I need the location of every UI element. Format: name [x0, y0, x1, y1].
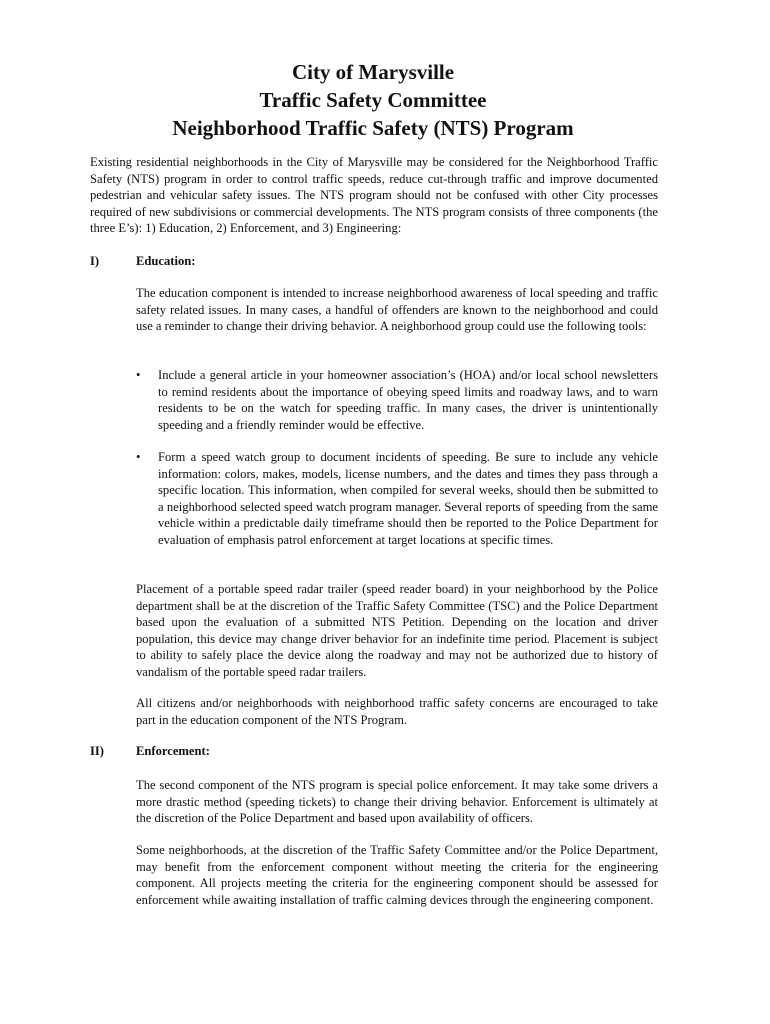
intro-paragraph: Existing residential neighborhoods in the City of Marysville may be considered for the Neighborhood Traffic Safety (NTS) program in order to control traffic speeds, reduce cut-through traffic and improve documented pedestrian and vehicular safety issues. The NTS program should not be confused with other City processes required of new subdivisions or commercial developments. The NTS program consists of three components (the three E’s): 1) Education, 2) Enforcement, and 3) Engineering:	[90, 155, 658, 236]
title-city: City of Marysville	[291, 60, 455, 84]
education-paragraph-2: Placement of a portable speed radar trailer (speed reader board) in your neighborhood by the Police department shall be at the discretion of the Traffic Safety Committee (TSC) and the Police Department based upon the evaluation of a submitted NTS Petition. Depending on the location and driver population, this device may change driver behavior for an indefinite time period. Placement is subject to ability to safely place the device along the roadway and may not be authorized due to history of vandalism of the portable speed radar trailers.	[136, 582, 658, 679]
bullet-text: Form a speed watch group to document incidents of speeding. Be sure to include any vehicle information: colors, makes, models, license numbers, and the dates and times they pass through a specific location. This information, when compiled for several weeks, should then be submitted to a neighborhood selected speed watch program manager. Several reports of speeding from the same vehicle within a predictable daily timeframe should then be reported to the Police Department for evaluation of emphasis patrol enforcement at target locations at specific times.	[158, 450, 658, 547]
bullet-text: Include a general article in your homeowner association’s (HOA) and/or local school newsletters to remind residents about the importance of obeying speed limits and roadway laws, and to warn residents to be on the watch for speeding traffic. In many cases, the driver is unintentionally speeding and a friendly reminder would be effective.	[158, 368, 658, 432]
enforcement-paragraph-1: The second component of the NTS program is special police enforcement. It may take some drivers a more drastic method (speeding tickets) to change their driving behavior. Enforcement is ultimately at the discretion of the Police Department and based upon availability of officers.	[136, 778, 658, 826]
education-paragraph-3: All citizens and/or neighborhoods with neighborhood traffic safety concerns are encouraged to take part in the education component of the NTS Program.	[136, 696, 658, 727]
education-bullet-1	[136, 367, 658, 433]
section-number-education: I)	[90, 254, 100, 268]
education-paragraph-1: The education component is intended to increase neighborhood awareness of local speeding and traffic safety related issues. In many cases, a handful of offenders are known to the neighborhood and could use a reminder to change their driving behavior. A neighborhood group could use the following tools:	[136, 286, 658, 334]
enforcement-paragraph-2: Some neighborhoods, at the discretion of the Traffic Safety Committee and/or the Police Department, may benefit from the enforcement component without meeting the criteria for the engineering component. All projects meeting the criteria for the engineering component should be assessed for enforcement while awaiting installation of traffic calming devices through the engineering component.	[136, 843, 658, 907]
title-program: Neighborhood Traffic Safety (NTS) Program	[172, 116, 574, 140]
title-committee: Traffic Safety Committee	[259, 88, 487, 112]
section-heading-enforcement: Enforcement:	[136, 744, 210, 758]
bullet-icon: •	[136, 368, 141, 382]
education-bullet-2	[136, 449, 658, 549]
section-number-enforcement: II)	[90, 744, 104, 758]
section-heading-education: Education:	[136, 254, 196, 268]
document-title	[0, 58, 746, 142]
bullet-icon: •	[136, 450, 141, 464]
